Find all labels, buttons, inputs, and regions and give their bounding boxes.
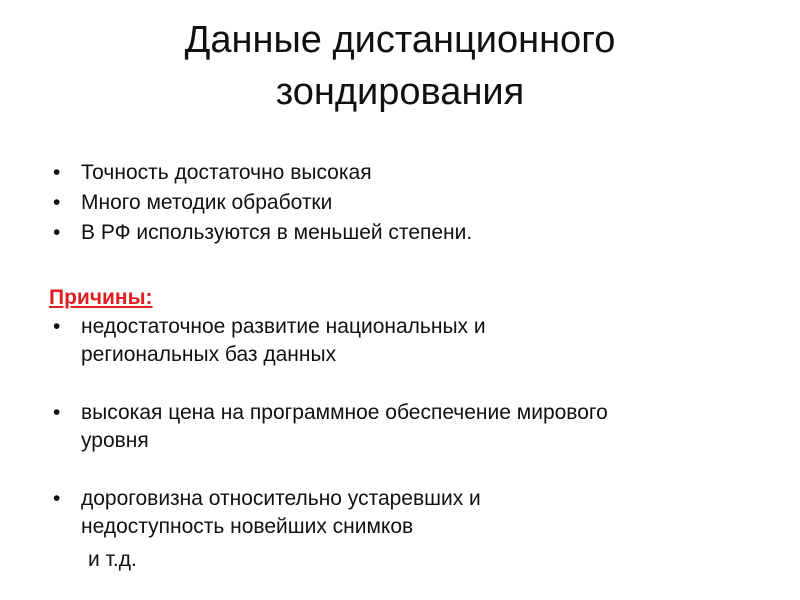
reason-text-line-2: региональных баз данных — [81, 343, 337, 366]
key-point-methods — [47, 188, 781, 218]
reason-text-line-2: недоступность новейших снимков — [81, 515, 414, 538]
bullet-icon: • — [53, 315, 61, 338]
reasons-list — [47, 313, 771, 541]
key-point-text: Много методик обработки — [81, 191, 333, 214]
slide-title-line-2: зондирования — [275, 71, 525, 113]
bullet-icon: • — [53, 191, 61, 214]
reason-software-cost — [47, 399, 771, 455]
reasons-heading: Причины: — [49, 286, 153, 309]
key-point-text: Точность достаточно высокая — [81, 161, 372, 184]
reason-imagery-cost — [47, 485, 771, 541]
bullet-icon: • — [53, 221, 61, 244]
bullet-icon: • — [53, 401, 61, 424]
bullet-icon: • — [53, 487, 61, 510]
key-point-usage — [47, 218, 781, 248]
key-point-accuracy — [47, 158, 781, 188]
etc-text: и т.д. — [88, 548, 137, 571]
reason-databases — [47, 313, 771, 369]
key-point-text: В РФ используются в меньшей степени. — [81, 221, 473, 244]
reason-text-line-1: высокая цена на программное обеспечение мирового — [81, 401, 608, 424]
reason-text-line-2: уровня — [81, 429, 149, 452]
reason-text-line-1: недостаточное развитие национальных и — [81, 315, 486, 338]
slide-title-line-1: Данные дистанционного — [184, 19, 616, 61]
key-points-list — [47, 158, 781, 248]
reason-text-line-1: дороговизна относительно устаревших и — [81, 487, 481, 510]
slide-title — [0, 14, 800, 118]
bullet-icon: • — [53, 161, 61, 184]
